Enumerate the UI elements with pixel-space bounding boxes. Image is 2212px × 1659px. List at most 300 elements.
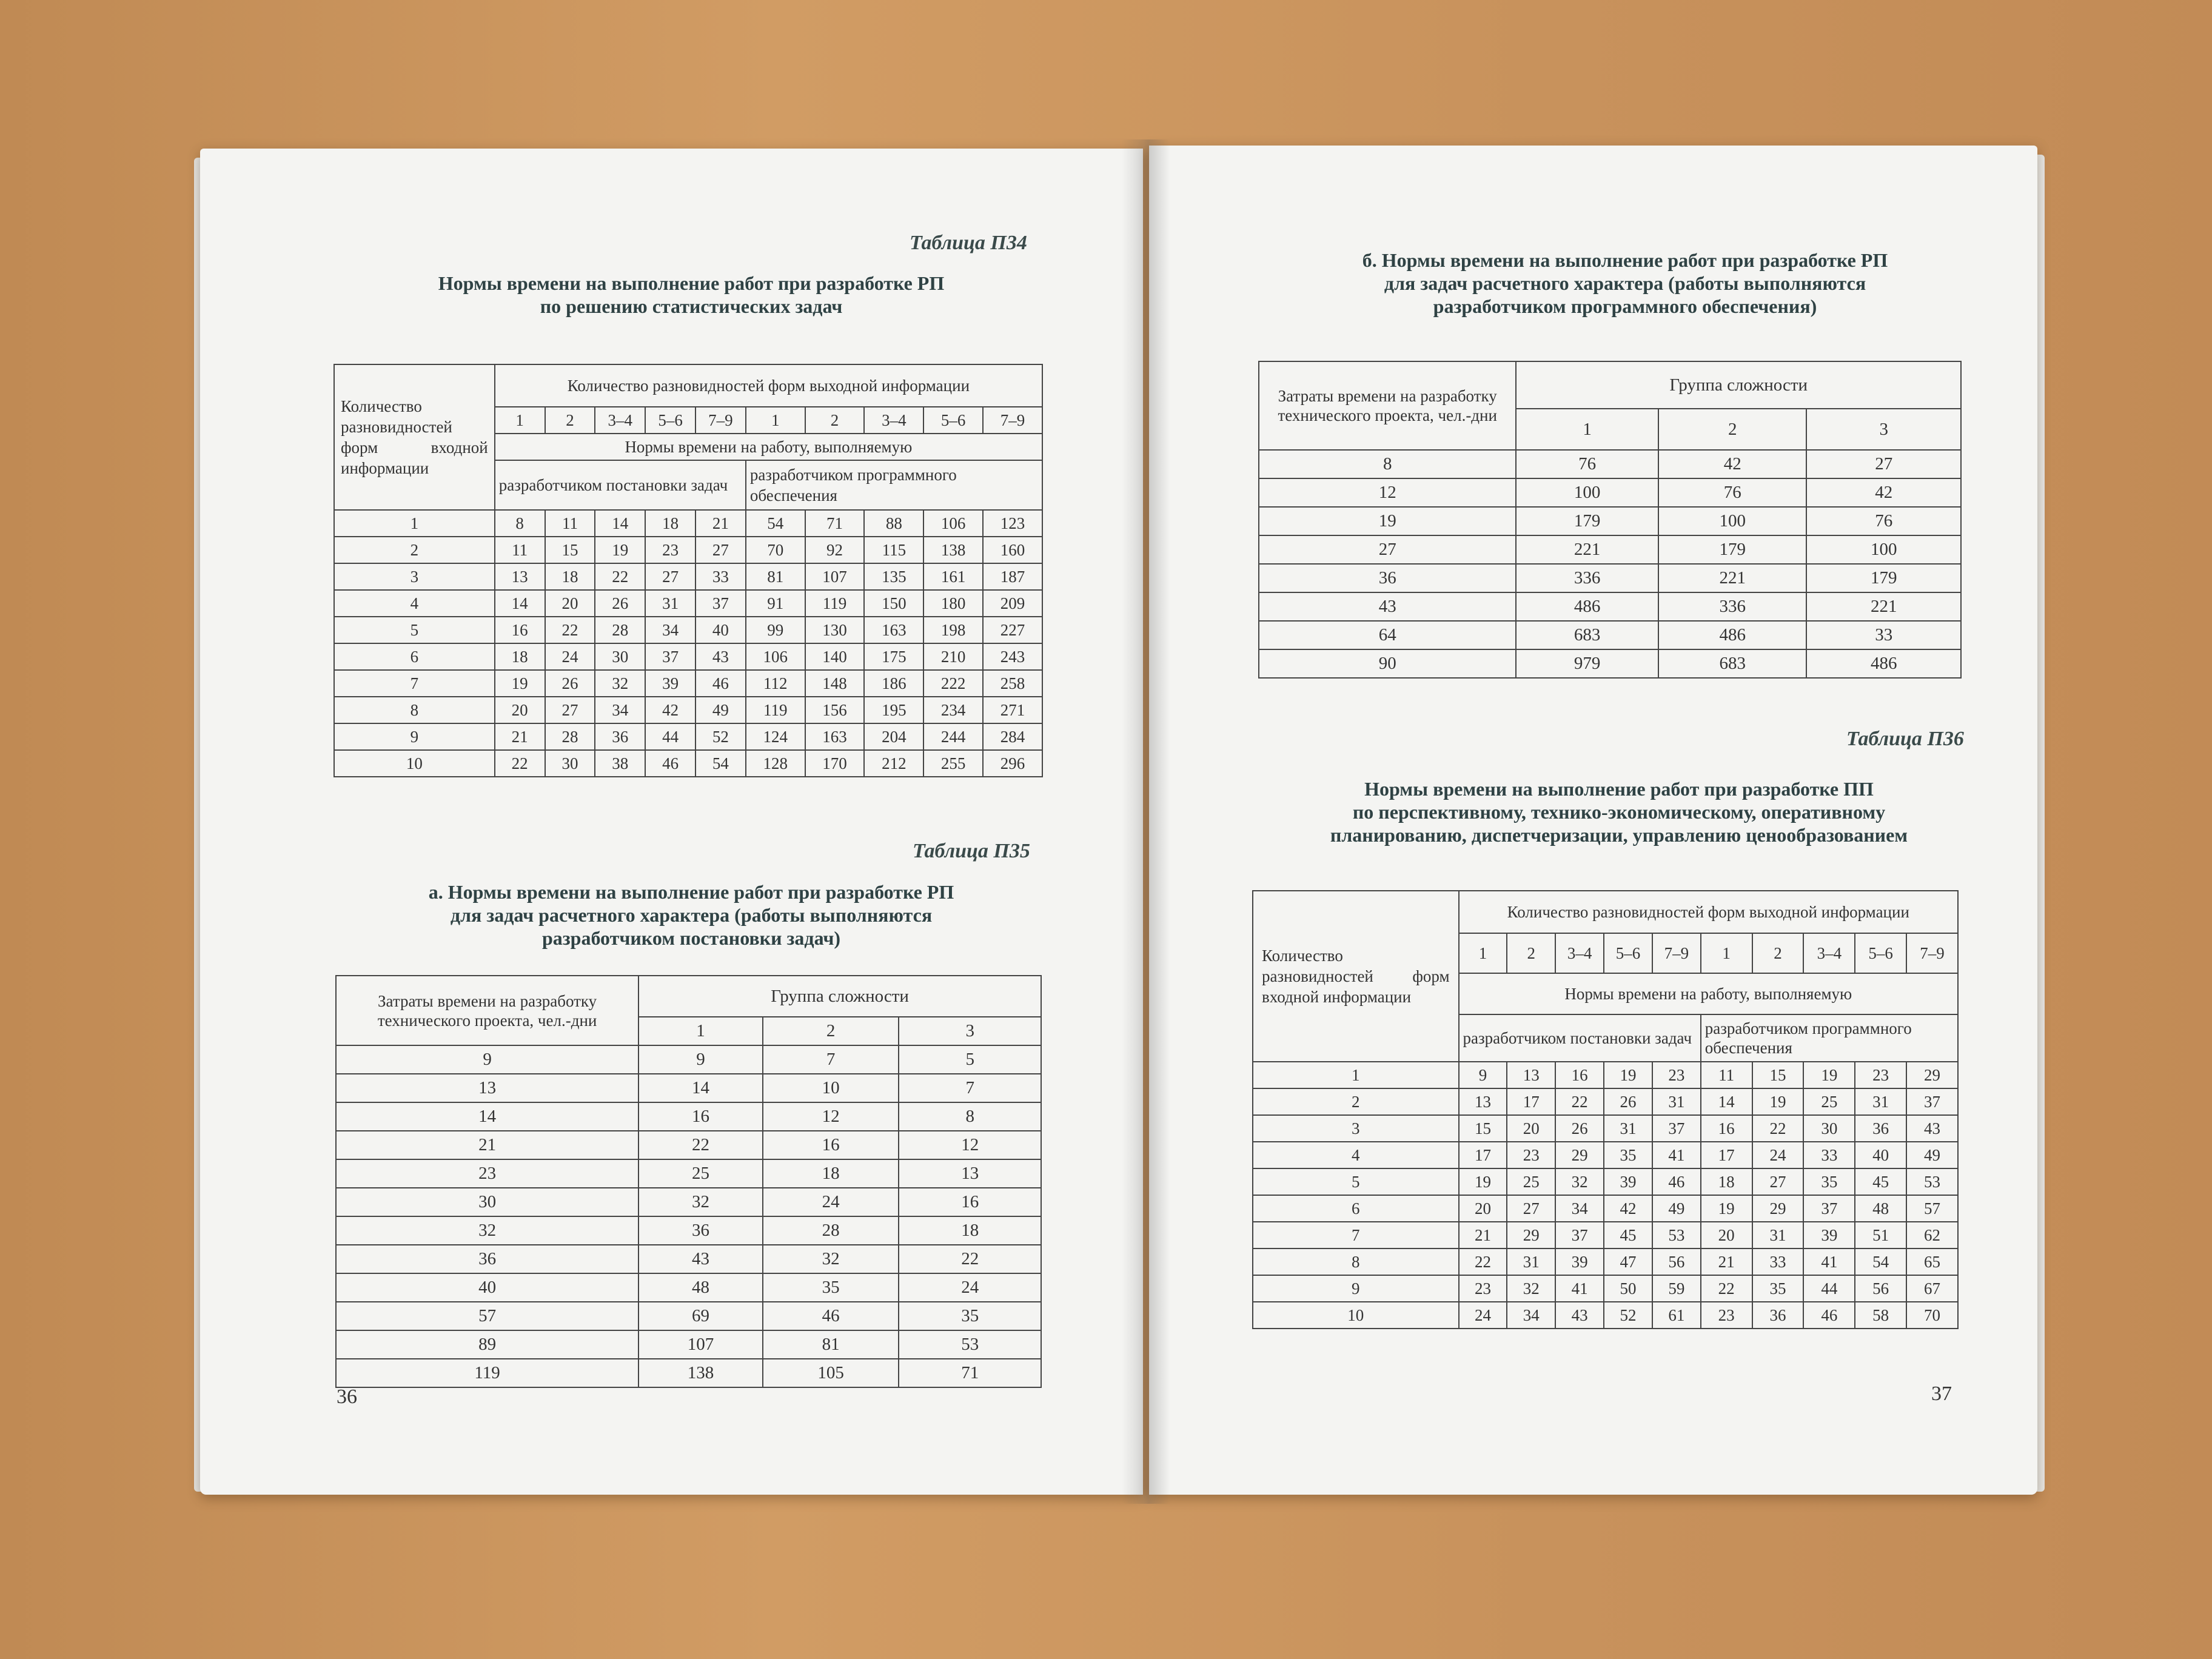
column-header: 5–6	[1855, 933, 1906, 973]
table-p35-caption: Таблица П35	[913, 840, 1030, 862]
table-cell: 23	[1459, 1275, 1507, 1302]
table-cell: 8	[495, 510, 545, 537]
table-row	[1259, 564, 1961, 592]
table-cell: 34	[595, 697, 645, 723]
row-label-cell: 19	[1259, 507, 1516, 535]
table-cell: 106	[746, 643, 805, 670]
table-cell: 61	[1652, 1302, 1701, 1329]
row-label-cell: 6	[334, 643, 495, 670]
table-cell: 38	[595, 750, 645, 777]
table-cell: 43	[695, 643, 746, 670]
row-label-cell: 4	[1253, 1142, 1459, 1168]
table-row	[1253, 1062, 1958, 1088]
table-cell: 37	[1555, 1222, 1604, 1248]
table-p36-title: Нормы времени на выполнение работ при разработке ПП по перспективному, технико-экономическому, оперативному планированию, диспетчеризации, управлению ценообразованием	[1330, 778, 1908, 846]
row-label-cell: 57	[336, 1302, 638, 1330]
table-cell: 296	[983, 750, 1042, 777]
table-cell: 24	[1752, 1142, 1804, 1168]
table-cell: 59	[1652, 1275, 1701, 1302]
table-cell: 23	[1701, 1302, 1752, 1329]
table-cell: 20	[495, 697, 545, 723]
table-p35a	[335, 975, 1042, 1388]
row-label-cell: 9	[336, 1045, 638, 1074]
table-cell: 12	[899, 1131, 1041, 1159]
table-cell: 40	[1855, 1142, 1906, 1168]
table-cell: 53	[1906, 1168, 1958, 1195]
table-cell: 22	[495, 750, 545, 777]
table-cell: 27	[1507, 1195, 1555, 1222]
table-cell: 210	[923, 643, 983, 670]
table-cell: 45	[1855, 1168, 1906, 1195]
table-cell: 54	[1855, 1248, 1906, 1275]
table-cell: 18	[495, 643, 545, 670]
column-header: 1	[638, 1017, 763, 1045]
table-cell: 76	[1516, 450, 1658, 478]
table-row	[1259, 535, 1961, 564]
column-header: 1	[746, 407, 805, 434]
table-cell: 5	[899, 1045, 1041, 1074]
row-label-cell: 43	[1259, 592, 1516, 621]
table-cell: 37	[1803, 1195, 1855, 1222]
table-row	[336, 1102, 1041, 1131]
table-p36	[1252, 890, 1959, 1329]
row-label-cell: 3	[334, 563, 495, 590]
table-cell: 99	[746, 617, 805, 643]
row-label-cell: 4	[334, 590, 495, 617]
table-cell: 40	[695, 617, 746, 643]
table-cell: 22	[545, 617, 595, 643]
table-body	[1259, 450, 1961, 678]
table-cell: 26	[1555, 1115, 1604, 1142]
table-cell: 20	[1701, 1222, 1752, 1248]
table-cell: 16	[638, 1102, 763, 1131]
table-row	[1259, 507, 1961, 535]
table-cell: 45	[1604, 1222, 1652, 1248]
table-cell: 180	[923, 590, 983, 617]
table-cell: 29	[1555, 1142, 1604, 1168]
table-cell: 49	[1906, 1142, 1958, 1168]
table-cell: 48	[638, 1273, 763, 1302]
table-row	[336, 1273, 1041, 1302]
table-cell: 43	[1906, 1115, 1958, 1142]
table-cell: 46	[695, 670, 746, 697]
table-row	[334, 697, 1042, 723]
row-label-cell: 13	[336, 1074, 638, 1102]
table-cell: 9	[638, 1045, 763, 1074]
column-header: 5–6	[1604, 933, 1652, 973]
table-cell: 33	[1803, 1142, 1855, 1168]
table-row	[334, 537, 1042, 563]
group-a-header: разработчиком постановки задач	[495, 460, 746, 510]
table-cell: 22	[595, 563, 645, 590]
row-label-cell: 12	[1259, 478, 1516, 507]
table-cell: 32	[763, 1245, 899, 1273]
table-cell: 11	[495, 537, 545, 563]
table-cell: 70	[746, 537, 805, 563]
table-cell: 212	[864, 750, 923, 777]
row-label-cell: 9	[1253, 1275, 1459, 1302]
table-cell: 76	[1658, 478, 1807, 507]
row-label-cell: 9	[334, 723, 495, 750]
table-cell: 30	[1803, 1115, 1855, 1142]
table-p35b-title: б. Нормы времени на выполнение работ при разработке РП для задач расчетного характера (работы выполняются разработчиком программного обеспечения)	[1362, 249, 1888, 317]
table-cell: 14	[595, 510, 645, 537]
table-cell: 258	[983, 670, 1042, 697]
table-cell: 21	[695, 510, 746, 537]
table-row	[1259, 621, 1961, 649]
column-header: 1	[1701, 933, 1752, 973]
table-cell: 23	[1855, 1062, 1906, 1088]
table-row	[1259, 478, 1961, 507]
table-cell: 105	[763, 1359, 899, 1387]
table-cell: 81	[763, 1330, 899, 1359]
table-cell: 31	[1507, 1248, 1555, 1275]
table-cell: 27	[545, 697, 595, 723]
column-header: 7–9	[1652, 933, 1701, 973]
row-label-cell: 7	[334, 670, 495, 697]
group-b-header: разработчиком программного обеспечения	[1701, 1014, 1958, 1062]
table-cell: 29	[1906, 1062, 1958, 1088]
table-cell: 13	[495, 563, 545, 590]
table-cell: 138	[638, 1359, 763, 1387]
column-header: 1	[495, 407, 545, 434]
table-row	[1253, 1142, 1958, 1168]
table-cell: 138	[923, 537, 983, 563]
table-cell: 18	[1701, 1168, 1752, 1195]
row-label-cell: 1	[334, 510, 495, 537]
table-cell: 56	[1855, 1275, 1906, 1302]
table-cell: 119	[746, 697, 805, 723]
table-row	[336, 1074, 1041, 1102]
table-row	[336, 1131, 1041, 1159]
table-cell: 32	[638, 1188, 763, 1216]
table-cell: 39	[645, 670, 695, 697]
page-number: 37	[1931, 1382, 1952, 1405]
table-cell: 35	[1604, 1142, 1652, 1168]
table-cell: 36	[638, 1216, 763, 1245]
row-label-cell: 10	[1253, 1302, 1459, 1329]
row-label-cell: 40	[336, 1273, 638, 1302]
table-cell: 46	[645, 750, 695, 777]
table-cell: 486	[1516, 592, 1658, 621]
table-cell: 29	[1507, 1222, 1555, 1248]
table-cell: 140	[805, 643, 865, 670]
table-row	[1253, 1302, 1958, 1329]
table-cell: 22	[1459, 1248, 1507, 1275]
table-cell: 16	[1555, 1062, 1604, 1088]
column-header: 1	[1516, 409, 1658, 450]
table-cell: 22	[1555, 1088, 1604, 1115]
table-cell: 10	[763, 1074, 899, 1102]
table-cell: 58	[1855, 1302, 1906, 1329]
column-header: 1	[1459, 933, 1507, 973]
table-cell: 41	[1555, 1275, 1604, 1302]
table-row	[1253, 1195, 1958, 1222]
row-label-cell: 89	[336, 1330, 638, 1359]
table-row	[336, 1159, 1041, 1188]
table-cell: 39	[1803, 1222, 1855, 1248]
table-cell: 15	[1752, 1062, 1804, 1088]
table-cell: 31	[1604, 1115, 1652, 1142]
table-row	[1253, 1248, 1958, 1275]
row-label-cell: 7	[1253, 1222, 1459, 1248]
table-cell: 47	[1604, 1248, 1652, 1275]
table-cell: 11	[545, 510, 595, 537]
row-label-cell: 23	[336, 1159, 638, 1188]
table-cell: 53	[1652, 1222, 1701, 1248]
table-row	[334, 643, 1042, 670]
table-cell: 30	[595, 643, 645, 670]
table-cell: 18	[763, 1159, 899, 1188]
table-cell: 198	[923, 617, 983, 643]
table-cell: 16	[1701, 1115, 1752, 1142]
table-cell: 23	[1507, 1142, 1555, 1168]
table-cell: 24	[1459, 1302, 1507, 1329]
table-cell: 19	[1803, 1062, 1855, 1088]
table-cell: 31	[1855, 1088, 1906, 1115]
table-p35b	[1258, 361, 1962, 679]
column-header: 3	[899, 1017, 1041, 1045]
table-row	[336, 1359, 1041, 1387]
row-label-cell: 119	[336, 1359, 638, 1387]
table-cell: 44	[1803, 1275, 1855, 1302]
table-cell: 37	[1652, 1115, 1701, 1142]
table-row	[334, 670, 1042, 697]
table-cell: 163	[864, 617, 923, 643]
table-cell: 54	[695, 750, 746, 777]
table-cell: 221	[1516, 535, 1658, 564]
table-cell: 204	[864, 723, 923, 750]
table-cell: 979	[1516, 649, 1658, 678]
table-cell: 26	[595, 590, 645, 617]
table-cell: 92	[805, 537, 865, 563]
row-label-cell: 90	[1259, 649, 1516, 678]
table-cell: 14	[495, 590, 545, 617]
table-cell: 30	[545, 750, 595, 777]
table-cell: 187	[983, 563, 1042, 590]
top-header: Количество разновидностей форм выходной информации	[495, 364, 1042, 407]
table-cell: 100	[1806, 535, 1961, 564]
table-cell: 31	[1752, 1222, 1804, 1248]
column-header: 3–4	[1803, 933, 1855, 973]
column-header: 7–9	[1906, 933, 1958, 973]
table-cell: 70	[1906, 1302, 1958, 1329]
table-cell: 37	[695, 590, 746, 617]
table-cell: 11	[1701, 1062, 1752, 1088]
column-header: 3–4	[864, 407, 923, 434]
table-cell: 88	[864, 510, 923, 537]
table-cell: 170	[805, 750, 865, 777]
table-cell: 24	[545, 643, 595, 670]
table-cell: 23	[645, 537, 695, 563]
table-cell: 9	[1459, 1062, 1507, 1088]
page-number: 36	[337, 1386, 357, 1408]
table-cell: 179	[1658, 535, 1807, 564]
row-header: Количество разновидностей форм входной информации	[1253, 891, 1459, 1062]
table-cell: 36	[595, 723, 645, 750]
table-cell: 42	[1604, 1195, 1652, 1222]
table-cell: 284	[983, 723, 1042, 750]
column-header: 2	[1752, 933, 1804, 973]
table-cell: 271	[983, 697, 1042, 723]
table-cell: 20	[1507, 1115, 1555, 1142]
table-cell: 17	[1701, 1142, 1752, 1168]
table-cell: 37	[645, 643, 695, 670]
table-cell: 128	[746, 750, 805, 777]
table-cell: 34	[1555, 1195, 1604, 1222]
norm-header: Нормы времени на работу, выполняемую	[495, 434, 1042, 460]
table-cell: 35	[899, 1302, 1041, 1330]
table-cell: 179	[1516, 507, 1658, 535]
table-cell: 22	[1701, 1275, 1752, 1302]
table-row	[1259, 592, 1961, 621]
table-cell: 175	[864, 643, 923, 670]
column-header: 3–4	[1555, 933, 1604, 973]
table-cell: 683	[1516, 621, 1658, 649]
column-header: 7–9	[983, 407, 1042, 434]
table-cell: 49	[695, 697, 746, 723]
table-cell: 161	[923, 563, 983, 590]
row-label-cell: 10	[334, 750, 495, 777]
table-cell: 124	[746, 723, 805, 750]
table-cell: 27	[645, 563, 695, 590]
row-label-cell: 64	[1259, 621, 1516, 649]
group-header: Группа сложности	[1516, 361, 1961, 409]
table-cell: 115	[864, 537, 923, 563]
table-cell: 135	[864, 563, 923, 590]
norm-header: Нормы времени на работу, выполняемую	[1459, 973, 1958, 1014]
table-cell: 32	[1507, 1275, 1555, 1302]
table-cell: 76	[1806, 507, 1961, 535]
row-label-cell: 6	[1253, 1195, 1459, 1222]
table-cell: 221	[1658, 564, 1807, 592]
table-cell: 13	[1459, 1088, 1507, 1115]
table-cell: 7	[763, 1045, 899, 1074]
table-cell: 19	[1604, 1062, 1652, 1088]
table-cell: 221	[1806, 592, 1961, 621]
table-cell: 15	[545, 537, 595, 563]
table-row	[336, 1302, 1041, 1330]
row-header: Затраты времени на разработку технического проекта, чел.-дни	[1259, 361, 1516, 450]
column-header: 7–9	[695, 407, 746, 434]
table-cell: 19	[495, 670, 545, 697]
table-cell: 39	[1604, 1168, 1652, 1195]
table-cell: 53	[899, 1330, 1041, 1359]
table-cell: 222	[923, 670, 983, 697]
table-row	[336, 1188, 1041, 1216]
table-cell: 28	[545, 723, 595, 750]
table-cell: 52	[1604, 1302, 1652, 1329]
table-cell: 336	[1516, 564, 1658, 592]
table-cell: 107	[805, 563, 865, 590]
table-cell: 12	[763, 1102, 899, 1131]
table-cell: 20	[1459, 1195, 1507, 1222]
table-cell: 44	[645, 723, 695, 750]
row-label-cell: 1	[1253, 1062, 1459, 1088]
row-label-cell: 36	[336, 1245, 638, 1273]
top-header: Количество разновидностей форм выходной информации	[1459, 891, 1958, 933]
table-cell: 35	[1752, 1275, 1804, 1302]
table-cell: 25	[1803, 1088, 1855, 1115]
table-cell: 107	[638, 1330, 763, 1359]
column-header: 5–6	[923, 407, 983, 434]
table-cell: 19	[595, 537, 645, 563]
table-cell: 32	[1555, 1168, 1604, 1195]
table-cell: 8	[899, 1102, 1041, 1131]
table-cell: 14	[1701, 1088, 1752, 1115]
table-cell: 21	[1459, 1222, 1507, 1248]
group-b-header: разработчиком программного обеспечения	[746, 460, 1042, 510]
book-gutter	[1122, 139, 1170, 1504]
table-cell: 100	[1516, 478, 1658, 507]
row-label-cell: 32	[336, 1216, 638, 1245]
row-header: Затраты времени на разработку технического проекта, чел.-дни	[336, 976, 638, 1045]
table-row	[1259, 450, 1961, 478]
table-cell: 27	[695, 537, 746, 563]
column-header: 5–6	[645, 407, 695, 434]
table-cell: 100	[1658, 507, 1807, 535]
table-cell: 42	[645, 697, 695, 723]
table-cell: 42	[1658, 450, 1807, 478]
table-cell: 51	[1855, 1222, 1906, 1248]
table-cell: 43	[1555, 1302, 1604, 1329]
table-cell: 43	[638, 1245, 763, 1273]
table-cell: 244	[923, 723, 983, 750]
table-cell: 28	[763, 1216, 899, 1245]
table-row	[334, 617, 1042, 643]
table-cell: 28	[595, 617, 645, 643]
table-cell: 29	[1752, 1195, 1804, 1222]
table-cell: 25	[1507, 1168, 1555, 1195]
row-label-cell: 21	[336, 1131, 638, 1159]
table-row	[1253, 1168, 1958, 1195]
column-header: 2	[545, 407, 595, 434]
table-cell: 255	[923, 750, 983, 777]
table-cell: 20	[545, 590, 595, 617]
row-header: Количество разновидностей форм входной информации	[334, 364, 495, 510]
table-cell: 13	[1507, 1062, 1555, 1088]
row-label-cell: 14	[336, 1102, 638, 1131]
table-cell: 21	[1701, 1248, 1752, 1275]
table-cell: 46	[1803, 1302, 1855, 1329]
table-cell: 123	[983, 510, 1042, 537]
table-cell: 26	[1604, 1088, 1652, 1115]
table-body	[336, 1045, 1041, 1387]
table-row	[336, 1330, 1041, 1359]
table-row	[1259, 649, 1961, 678]
table-cell: 26	[545, 670, 595, 697]
column-header: 2	[805, 407, 865, 434]
row-label-cell: 5	[334, 617, 495, 643]
table-cell: 27	[1752, 1168, 1804, 1195]
table-cell: 41	[1803, 1248, 1855, 1275]
table-cell: 18	[645, 510, 695, 537]
column-header: 2	[1507, 933, 1555, 973]
table-cell: 15	[1459, 1115, 1507, 1142]
table-cell: 36	[1855, 1115, 1906, 1142]
table-p34-caption: Таблица П34	[910, 232, 1027, 254]
table-cell: 57	[1906, 1195, 1958, 1222]
table-row	[334, 510, 1042, 537]
table-row	[1253, 1222, 1958, 1248]
table-cell: 112	[746, 670, 805, 697]
table-cell: 486	[1806, 649, 1961, 678]
table-cell: 179	[1806, 564, 1961, 592]
table-cell: 336	[1658, 592, 1807, 621]
table-p36-caption: Таблица П36	[1846, 728, 1964, 750]
table-cell: 65	[1906, 1248, 1958, 1275]
table-cell: 62	[1906, 1222, 1958, 1248]
